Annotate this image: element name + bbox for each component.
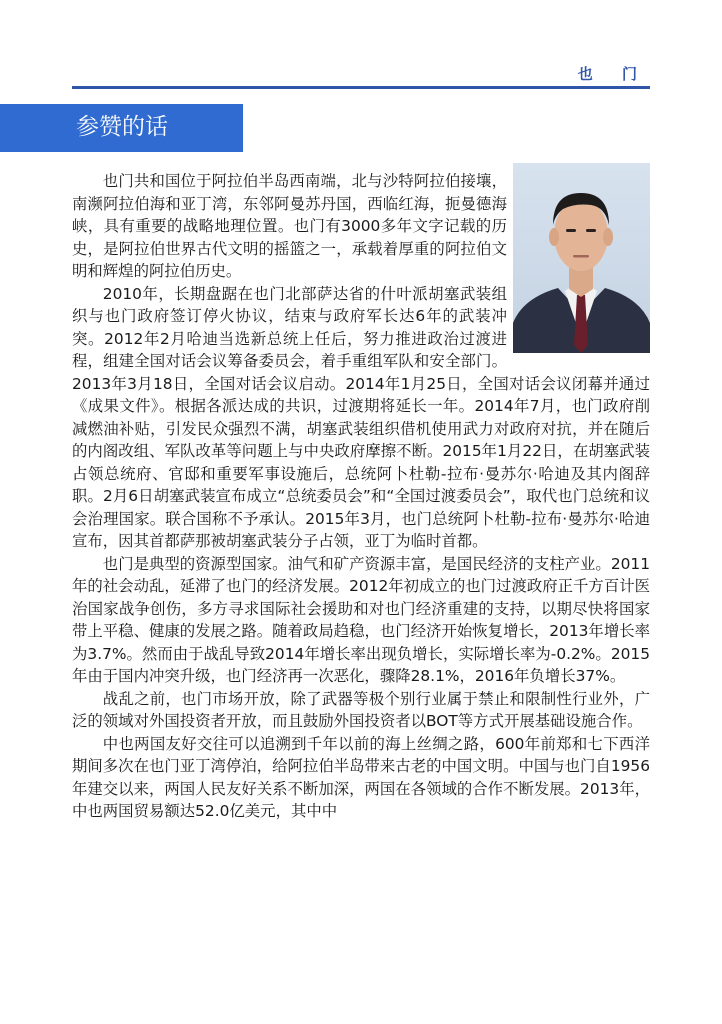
photo-float-spacer (507, 170, 650, 356)
paragraph: 中也两国友好交往可以追溯到千年以前的海上丝绸之路，600年前郑和七下西洋期间多次在也门亚丁湾停泊，给阿拉伯半岛带来古老的中国文明。中国与也门自1956年建交以来，两国人民友好关系不断加深，两国在各领域的合作不断发展。2013年，中也两国贸易额达52.0亿美元，其中中 (72, 734, 650, 820)
paragraph: 也门是典型的资源型国家。油气和矿产资源丰富，是国民经济的支柱产业。2011年的社会动乱，延滞了也门的经济发展。2012年初成立的也门过渡政府正千方百计医治国家战争创伤，多方寻求国际社会援助和对也门经济重建的支持，以期尽快将国家带上平稳、健康的发展之路。随着政局趋稳，也门经济开始恢复增长，2013年增长率为3.7%。然而由于战乱导致2014年增长率出现负增长，实际增长率为-0.2%。2015年由于国内冲突升级，也门经济再一次恶化，骤降28.1%，2016年负增长37%。 (72, 554, 650, 685)
paragraph: 2010年，长期盘踞在也门北部萨达省的什叶派胡塞武装组织与也门政府签订停火协议，结束与政府军长达6年的武装冲突。2012年2月哈迪当选新总统上任后，努力推进政治过渡进程，组建全国对话会议筹备委员会，着手重组军队和安全部门。2013年3月18日，全国对话会议启动。2014年1月25日，全国对话会议闭幕并通过《成果文件》。根据各派达成的共识，过渡期将延长一年。2014年7月，也门政府削减燃油补贴，引发民众强烈不满，胡塞武装组织借机使用武力对政府对抗，并在随后的内阁改组、军队改革等问题上与中央政府摩擦不断。2015年1月22日，在胡塞武装占领总统府、官邸和重要军事设施后，总统阿卜杜勒-拉布·曼苏尔·哈迪及其内阁辞职。2月6日胡塞武装宣布成立“总统委员会”和“全国过渡委员会”，取代也门总统和议会治理国家。联合国称不予承认。2015年3月，也门总统阿卜杜勒-拉布·曼苏尔·哈迪宣布，因其首都萨那被胡塞武装分子占领，亚丁为临时首都。 (72, 284, 650, 550)
page-title: 参赞的话 (76, 114, 168, 140)
running-head: 也 门 (577, 65, 649, 83)
header-rule (72, 86, 650, 89)
paragraph: 也门共和国位于阿拉伯半岛西南端，北与沙特阿拉伯接壤，南濒阿拉伯海和亚丁湾，东邻阿曼苏丹国，西临红海，扼曼德海峡，具有重要的战略地理位置。也门有3000多年文字记载的历史，是阿拉伯世界古代文明的摇篮之一，承载着厚重的阿拉伯文明和辉煌的阿拉伯历史。 (72, 172, 507, 280)
paragraph: 战乱之前，也门市场开放，除了武器等极个别行业属于禁止和限制性行业外，广泛的领域对外国投资者开放，而且鼓励外国投资者以BOT等方式开展基础设施合作。 (72, 689, 650, 730)
article-body (72, 170, 650, 823)
